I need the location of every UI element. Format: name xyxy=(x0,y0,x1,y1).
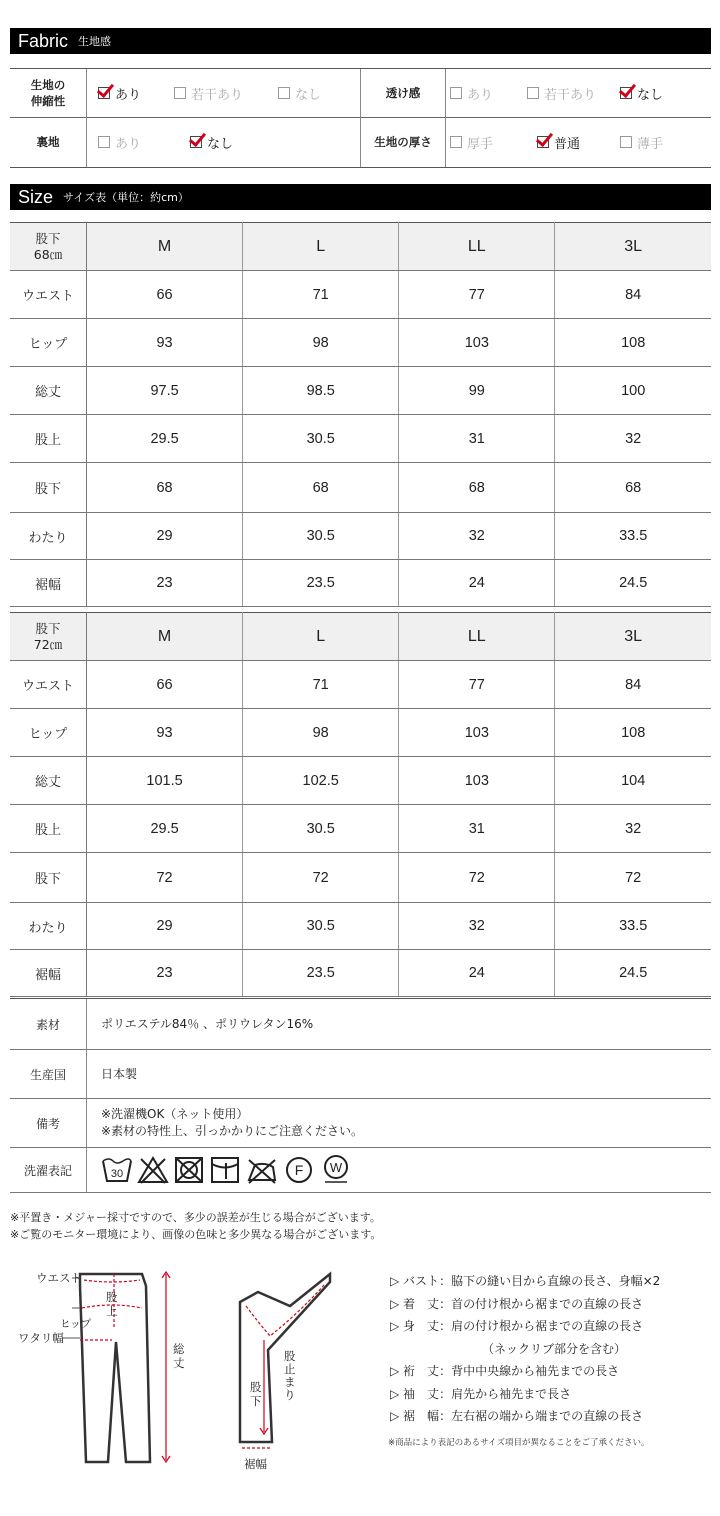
care-label: 洗濯表記 xyxy=(10,1148,87,1192)
table-cell: 29 xyxy=(87,903,243,950)
table-cell: 31 xyxy=(399,415,555,463)
table-cell: 24.5 xyxy=(555,950,711,997)
row-label: 総丈 xyxy=(10,367,87,415)
fabric-table xyxy=(10,68,711,168)
table-cell: 33.5 xyxy=(555,903,711,950)
size-col-header: 3L xyxy=(555,613,711,661)
origin-label: 生産国 xyxy=(10,1050,87,1098)
inseam-header-cell: 股下 72㎝ xyxy=(10,613,87,661)
sheer-label: 透け感 xyxy=(360,69,446,117)
definition-hem: ▷ 裾 幅：左右裾の端から端までの直線の長さ xyxy=(390,1409,644,1423)
info-table xyxy=(10,998,711,1193)
table-cell: 31 xyxy=(399,805,555,853)
table-cell: 101.5 xyxy=(87,757,243,805)
thickness-option-thick: 厚手 xyxy=(450,117,493,167)
origin-value: 日本製 xyxy=(101,1066,138,1081)
table-cell: 23.5 xyxy=(243,950,399,997)
inseam-header-cell: 股下 68㎝ xyxy=(10,223,87,271)
table-cell: 68 xyxy=(243,463,399,513)
table-cell: 102.5 xyxy=(243,757,399,805)
checkbox-icon xyxy=(527,87,539,99)
row-label: 股下 xyxy=(10,463,87,513)
table-row xyxy=(10,560,711,607)
size-table-72 xyxy=(10,612,711,997)
size-col-header: M xyxy=(87,223,243,271)
material-row xyxy=(10,999,711,1050)
checkbox-icon xyxy=(450,136,462,148)
row-label: わたり xyxy=(10,903,87,950)
table-cell: 108 xyxy=(555,709,711,757)
table-row xyxy=(10,903,711,950)
diagram-length: 総丈 xyxy=(173,1342,185,1370)
dry-clean-f-text: F xyxy=(294,1162,304,1178)
checkbox-icon xyxy=(174,87,186,99)
lining-option-no: なし xyxy=(190,117,233,167)
stretch-label: 生地の 伸縮性 xyxy=(10,69,87,117)
stretch-option-no: なし xyxy=(278,69,321,117)
table-cell: 72 xyxy=(555,853,711,903)
no-iron-icon xyxy=(245,1155,279,1185)
table-cell: 84 xyxy=(555,661,711,709)
definition-body-length: ▷ 身 丈：肩の付け根から裾までの直線の長さ xyxy=(390,1319,644,1333)
row-label: ウエスト xyxy=(10,661,87,709)
table-cell: 77 xyxy=(399,271,555,319)
table-cell: 30.5 xyxy=(243,903,399,950)
notes-row xyxy=(10,1099,711,1148)
footnote-1: ※平置き・メジャー採寸ですので、多少の誤差が生じる場合がございます。 xyxy=(10,1211,381,1224)
table-cell: 66 xyxy=(87,271,243,319)
footnote-2: ※ご覧のモニター環境により、画像の色味と多少異なる場合がございます。 xyxy=(10,1228,382,1241)
size-col-header: LL xyxy=(399,223,555,271)
table-cell: 97.5 xyxy=(87,367,243,415)
table-cell: 98 xyxy=(243,709,399,757)
definition-yuki: ▷ 裄 丈：背中中央線から袖先までの長さ xyxy=(390,1364,620,1378)
size-col-header: LL xyxy=(399,613,555,661)
table-cell: 66 xyxy=(87,661,243,709)
row-label: ヒップ xyxy=(10,709,87,757)
sheer-option-no: なし xyxy=(620,69,663,117)
table-cell: 68 xyxy=(399,463,555,513)
table-row xyxy=(10,661,711,709)
table-row xyxy=(10,415,711,463)
table-cell: 93 xyxy=(87,709,243,757)
wet-clean-w-text: W xyxy=(329,1160,343,1175)
size-header xyxy=(10,184,711,210)
row-label: ヒップ xyxy=(10,319,87,367)
table-cell: 68 xyxy=(87,463,243,513)
table-cell: 98.5 xyxy=(243,367,399,415)
table-cell: 24 xyxy=(399,950,555,997)
no-tumble-dry-icon xyxy=(173,1155,205,1185)
diagram-rise: 股上 xyxy=(106,1290,118,1318)
checkbox-checked-icon xyxy=(98,87,110,99)
table-cell: 72 xyxy=(399,853,555,903)
material-label: 素材 xyxy=(10,999,87,1049)
diagram-hip: ヒップ xyxy=(60,1318,92,1330)
diagram-waist: ウエスト xyxy=(36,1271,82,1285)
checkbox-icon xyxy=(278,87,290,99)
table-row xyxy=(10,463,711,513)
table-row xyxy=(10,757,711,805)
table-cell: 24 xyxy=(399,560,555,607)
material-value: ポリエステル84％ 、ポリウレタン16% xyxy=(101,1016,314,1031)
size-col-header: M xyxy=(87,613,243,661)
table-cell: 84 xyxy=(555,271,711,319)
table-cell: 32 xyxy=(399,903,555,950)
row-label: 裾幅 xyxy=(10,560,87,607)
thickness-option-normal: 普通 xyxy=(537,117,580,167)
table-row xyxy=(10,367,711,415)
table-cell: 23 xyxy=(87,950,243,997)
row-label: 裾幅 xyxy=(10,950,87,997)
wash-30-icon xyxy=(101,1155,133,1185)
table-cell: 23 xyxy=(87,560,243,607)
definition-sleeve: ▷ 袖 丈：肩先から袖先まで長さ xyxy=(390,1386,572,1401)
thickness-label: 生地の厚さ xyxy=(360,117,446,167)
length-arrow xyxy=(162,1272,170,1462)
fabric-header-en: Fabric xyxy=(18,30,69,51)
table-row xyxy=(10,513,711,560)
table-row xyxy=(10,709,711,757)
wet-clean-w-icon xyxy=(319,1154,353,1186)
table-cell: 68 xyxy=(555,463,711,513)
size-table-68 xyxy=(10,222,711,607)
table-cell: 72 xyxy=(87,853,243,903)
checkbox-icon xyxy=(450,87,462,99)
lining-label: 裏地 xyxy=(10,117,87,167)
no-bleach-icon xyxy=(137,1155,169,1185)
table-cell: 30.5 xyxy=(243,805,399,853)
size-header-row xyxy=(10,223,711,271)
row-label: 股上 xyxy=(10,805,87,853)
table-cell: 29 xyxy=(87,513,243,560)
size-header-jp: サイズ表（単位：約cm） xyxy=(63,191,189,204)
table-cell: 108 xyxy=(555,319,711,367)
row-label: ウエスト xyxy=(10,271,87,319)
small-note: ※商品により表記のあるサイズ項目が異なることをご了承ください。 xyxy=(388,1438,650,1448)
definition-length: ▷ 着 丈：首の付け根から裾までの直線の長さ xyxy=(390,1296,644,1311)
table-cell: 100 xyxy=(555,367,711,415)
table-cell: 71 xyxy=(243,661,399,709)
diagram-inseam-end: 股止まり xyxy=(284,1349,296,1402)
notes-label: 備考 xyxy=(10,1099,87,1147)
pants-diagram xyxy=(0,1262,380,1472)
fabric-header xyxy=(10,28,711,54)
table-row xyxy=(10,853,711,903)
size-header-en: Size xyxy=(18,186,54,207)
checkbox-icon xyxy=(98,136,110,148)
diagram-thigh: ワタリ幅 xyxy=(18,1331,64,1345)
table-cell: 72 xyxy=(243,853,399,903)
table-cell: 29.5 xyxy=(87,415,243,463)
size-col-header: L xyxy=(243,223,399,271)
table-cell: 29.5 xyxy=(87,805,243,853)
fabric-row-2 xyxy=(10,117,711,167)
table-cell: 103 xyxy=(399,319,555,367)
diagram-inseam: 股下 xyxy=(250,1380,262,1408)
table-cell: 77 xyxy=(399,661,555,709)
footnotes xyxy=(10,1209,381,1243)
table-row xyxy=(10,805,711,853)
stretch-option-yes: あり xyxy=(98,69,141,117)
care-icons xyxy=(87,1154,353,1186)
row-label: 股上 xyxy=(10,415,87,463)
checkbox-checked-icon xyxy=(620,87,632,99)
diagram-hem: 裾幅 xyxy=(244,1457,267,1471)
dry-clean-f-icon xyxy=(283,1155,315,1185)
table-cell: 71 xyxy=(243,271,399,319)
fabric-header-jp: 生地感 xyxy=(78,35,112,48)
table-row xyxy=(10,950,711,997)
checkbox-checked-icon xyxy=(537,136,549,148)
row-label: 総丈 xyxy=(10,757,87,805)
table-cell: 103 xyxy=(399,709,555,757)
table-cell: 32 xyxy=(555,415,711,463)
table-cell: 98 xyxy=(243,319,399,367)
table-cell: 30.5 xyxy=(243,513,399,560)
table-cell: 23.5 xyxy=(243,560,399,607)
care-row xyxy=(10,1148,711,1193)
definition-body-length-note: （ネックリブ部分を含む） xyxy=(482,1341,627,1356)
definition-bust: ▷ バスト：脇下の縫い目から直線の長さ、身幅×2 xyxy=(390,1274,661,1288)
sheer-option-some: 若干あり xyxy=(527,69,596,117)
table-cell: 99 xyxy=(399,367,555,415)
stretch-option-some: 若干あり xyxy=(174,69,243,117)
line-dry-icon xyxy=(209,1155,241,1185)
table-cell: 32 xyxy=(555,805,711,853)
size-col-header: L xyxy=(243,613,399,661)
table-cell: 33.5 xyxy=(555,513,711,560)
table-cell: 32 xyxy=(399,513,555,560)
origin-row xyxy=(10,1050,711,1099)
checkbox-checked-icon xyxy=(190,136,202,148)
checkbox-icon xyxy=(620,136,632,148)
table-cell: 24.5 xyxy=(555,560,711,607)
lining-option-yes: あり xyxy=(98,117,141,167)
table-cell: 103 xyxy=(399,757,555,805)
thickness-option-thin: 薄手 xyxy=(620,117,663,167)
size-header-row xyxy=(10,613,711,661)
notes-value: ※洗濯機OK（ネット使用） ※素材の特性上、引っかかりにご注意ください。 xyxy=(101,1107,364,1138)
definitions-list xyxy=(390,1270,660,1428)
wash-temp-text: 30 xyxy=(110,1168,124,1180)
table-cell: 93 xyxy=(87,319,243,367)
table-row xyxy=(10,319,711,367)
fabric-row-1 xyxy=(10,69,711,118)
row-label: 股下 xyxy=(10,853,87,903)
sheer-option-yes: あり xyxy=(450,69,493,117)
table-cell: 30.5 xyxy=(243,415,399,463)
row-label: わたり xyxy=(10,513,87,560)
table-cell: 104 xyxy=(555,757,711,805)
table-row xyxy=(10,271,711,319)
size-col-header: 3L xyxy=(555,223,711,271)
